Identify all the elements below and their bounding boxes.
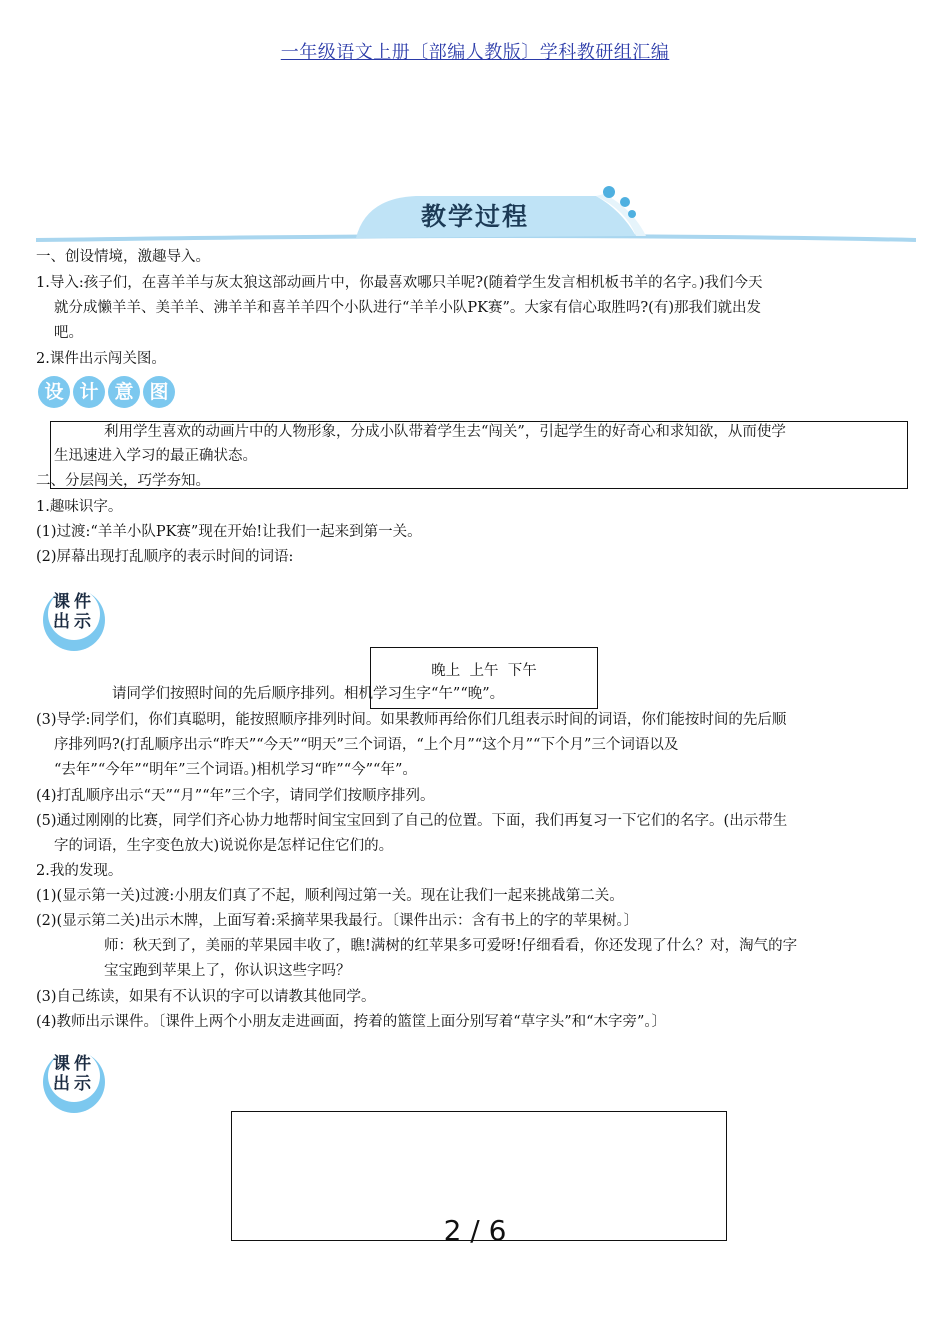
step-text-cont: 字的词语，生字变色放大)说说你是怎样记住它们的。 xyxy=(54,838,394,854)
step-text: (1)(显示第一关)过渡:小朋友们真了不起，顺利闯过第一关。现在让我们一起来挑战第二关。 xyxy=(36,888,624,904)
step-text: (5)通过刚刚的比赛，同学们齐心协力地帮时间宝宝回到了自己的位置。下面，我们再复习一下它们的名字。(出示带生 xyxy=(36,813,788,829)
paragraph-courseware: 2.课件出示闯关图。 xyxy=(36,351,166,367)
badge-char: 设 xyxy=(38,376,70,408)
step-text: (4)打乱顺序出示“天”“月”“年”三个字，请同学们按顺序排列。 xyxy=(36,788,435,804)
courseware-badge-label: 课件 xyxy=(53,1054,95,1074)
step-text-cont: 序排列吗?(打乱顺序出示“昨天”“今天”“明天”三个词语，“上个月”“这个月”“下个月”三个词语以及 xyxy=(54,737,679,753)
section1-heading: 一、创设情境，激趣导入。 xyxy=(36,249,210,265)
courseware-badge xyxy=(38,1042,110,1114)
design-intent-badge xyxy=(38,376,178,412)
step-text: (3)导学:同学们，你们真聪明，能按照顺序排列时间。如果教师再给你们几组表示时间的词语，你们能按时间的先后顺 xyxy=(36,712,787,728)
subheading-fun-literacy: 1.趣味识字。 xyxy=(36,499,123,515)
step-text: (2)屏幕出现打乱顺序的表示时间的词语: xyxy=(36,549,294,565)
step-text: (2)(显示第二关)出示木牌，上面写着:采摘苹果我最行。〔课件出示：含有书上的字的苹果树。〕 xyxy=(36,913,639,929)
order-instruction: 请同学们按照时间的先后顺序排列。相机学习生字“午”“晚”。 xyxy=(112,686,505,702)
header-link[interactable]: 一年级语文上册〔部编人教版〕学科教研组汇编 xyxy=(280,42,670,63)
courseware-badge-label: 出示 xyxy=(53,612,95,632)
paragraph-intro: 1.导入:孩子们，在喜羊羊与灰太狼这部动画片中，你最喜欢哪只羊呢?(随着学生发言相机板书羊的名字。)我们今天 xyxy=(36,275,763,291)
step-text: (4)教师出示课件。〔课件上两个小朋友走进画面，挎着的篮筐上面分别写着“草字头”和“木字旁”。〕 xyxy=(36,1014,667,1030)
badge-char: 意 xyxy=(108,376,140,408)
section2-heading: 二、分层闯关，巧学夯知。 xyxy=(36,473,210,489)
step-text: (1)过渡:“羊羊小队PK赛”现在开始!让我们一起来到第一关。 xyxy=(36,524,422,540)
badge-char: 图 xyxy=(143,376,175,408)
time-words: 晚上 上午 下午 xyxy=(431,663,537,679)
courseware-badge-label: 课件 xyxy=(53,592,95,612)
badge-char: 计 xyxy=(73,376,105,408)
subheading-my-discovery: 2.我的发现。 xyxy=(36,863,123,879)
step-text: (3)自己练读，如果有不认识的字可以请教其他同学。 xyxy=(36,989,376,1005)
paragraph-intro-cont: 吧。 xyxy=(54,325,83,341)
paragraph-intro-cont: 就分成懒羊羊、美羊羊、沸羊羊和喜羊羊四个小队进行“羊羊小队PK赛”。大家有信心取胜吗?(有)那我们就出发 xyxy=(54,300,761,316)
teacher-speech-cont: 宝宝跑到苹果上了，你认识这些字吗？ xyxy=(104,963,351,979)
step-text-cont: “去年”“今年”“明年”三个词语。)相机学习“昨”“今”“年”。 xyxy=(54,762,417,778)
courseware-badge-label: 出示 xyxy=(53,1074,95,1094)
page-number: 2 / 6 xyxy=(443,1214,507,1247)
banner-title: 教学过程 xyxy=(420,202,529,231)
design-intent-text: 生迅速进入学习的最正确状态。 xyxy=(54,448,257,464)
courseware-badge xyxy=(38,580,110,652)
design-intent-text: 利用学生喜欢的动画片中的人物形象，分成小队带着学生去“闯关”，引起学生的好奇心和求知欲，从而使学 xyxy=(104,424,786,440)
teacher-speech: 师：秋天到了，美丽的苹果园丰收了，瞧!满树的红苹果多可爱呀!仔细看看，你还发现了什么？对，淘气的字 xyxy=(104,938,798,954)
